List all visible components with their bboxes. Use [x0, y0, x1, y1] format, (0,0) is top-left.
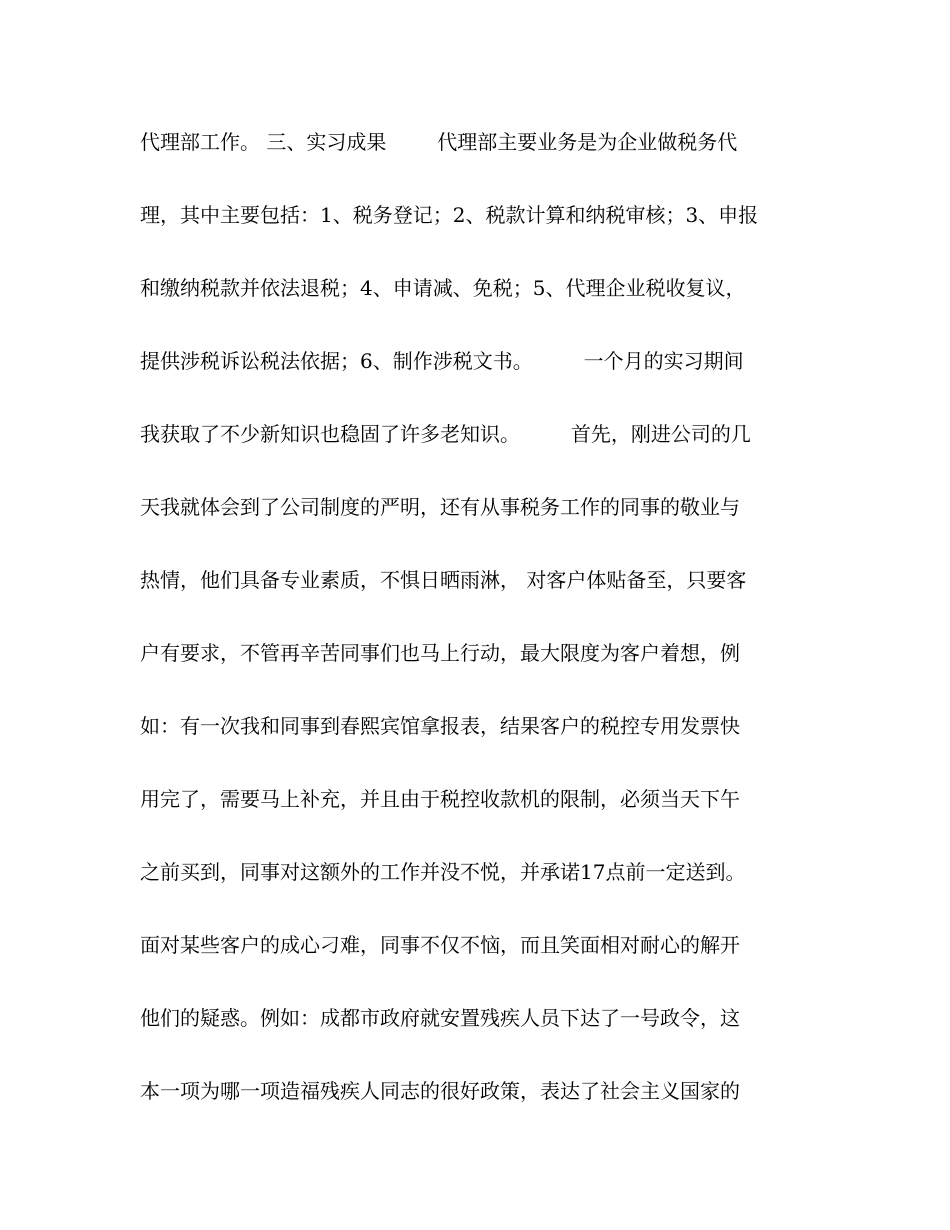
text-line: 本一项为哪一项造福残疾人同志的很好政策，表达了社会主义国家的	[140, 1079, 740, 1103]
text-line: 热情，他们具备专业素质，不惧日晒雨淋， 对客户体贴备至，只要客	[140, 568, 747, 592]
text-line: 面对某些客户的成心刁难，同事不仅不恼，而且笑面相对耐心的解开	[140, 933, 740, 957]
text-line: 他们的疑惑。例如：成都市政府就安置残疾人员下达了一号政令，这	[140, 1006, 740, 1030]
text-line: 提供涉税诉讼税法依据；6、制作涉税文书。 一个月的实习期间	[140, 349, 744, 373]
text-line: 户有要求，不管再辛苦同事们也马上行动，最大限度为客户着想，例	[140, 641, 740, 665]
body-text	[140, 124, 830, 1146]
text-line: 和缴纳税款并依法退税；4、申请减、免税；5、代理企业税收复议，	[140, 276, 746, 300]
text-line: 用完了，需要马上补充，并且由于税控收款机的限制，必须当天下午	[140, 787, 740, 811]
text-line: 我获取了不少新知识也稳固了许多老知识。 首先，刚进公司的几	[140, 422, 751, 446]
text-line: 如：有一次我和同事到春熙宾馆拿报表，结果客户的税控专用发票快	[140, 714, 740, 738]
text-line: 天我就体会到了公司制度的严明，还有从事税务工作的同事的敬业与	[140, 495, 740, 519]
text-line: 代理部工作。 三、实习成果 代理部主要业务是为企业做税务代	[140, 130, 738, 154]
text-line: 之前买到，同事对这额外的工作并没不悦，并承诺17点前一定送到。	[140, 860, 746, 884]
text-line: 理，其中主要包括：1、税务登记；2、税款计算和纳税审核；3、申报	[140, 203, 759, 227]
